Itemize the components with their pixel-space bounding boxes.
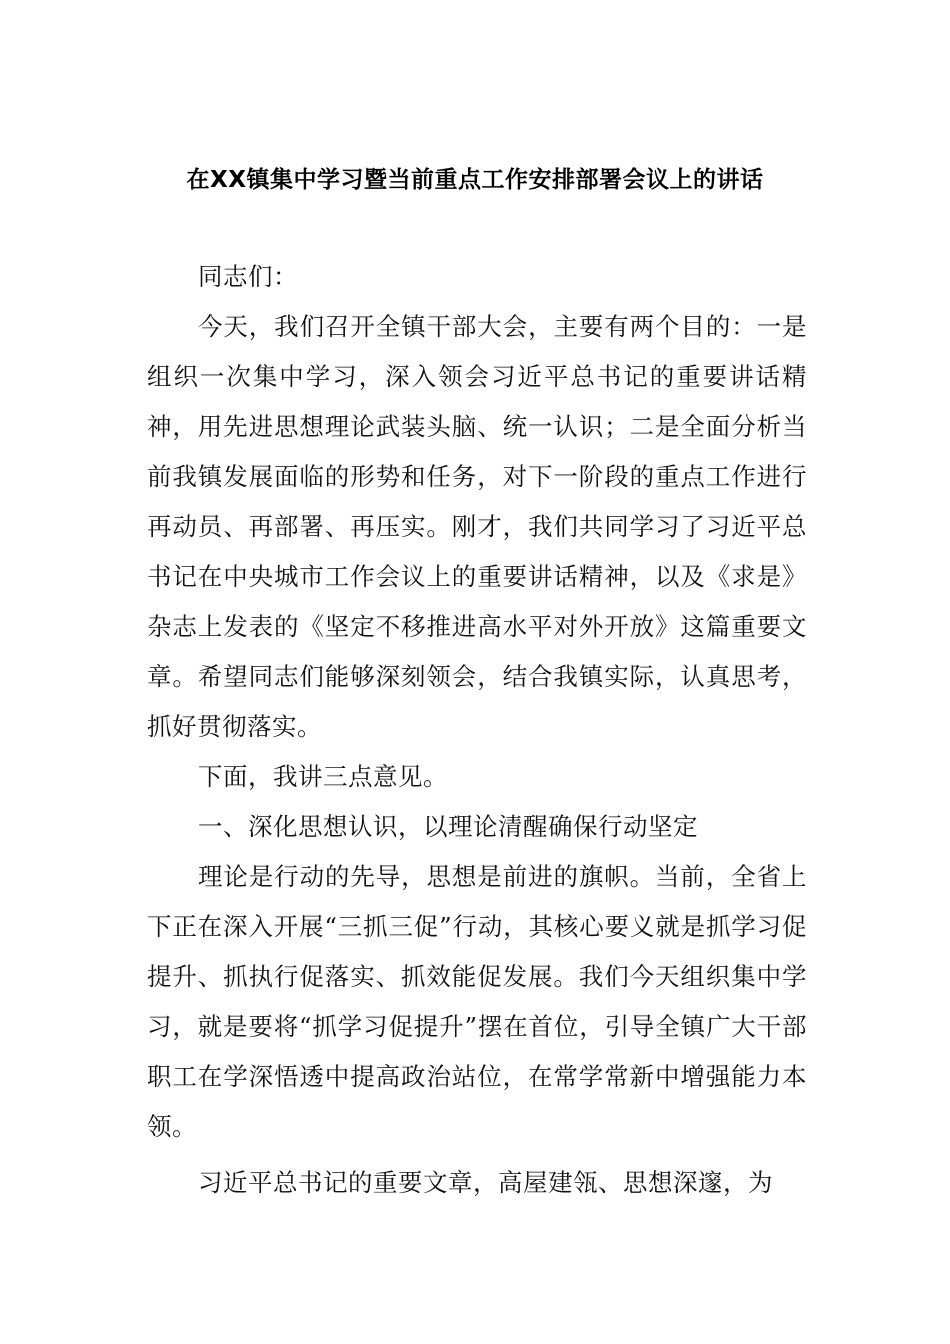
salutation-paragraph: 同志们：	[198, 262, 298, 291]
section-1-paragraph-2: 习近平总书记的重要文章，高屋建瓴、思想深邃，为	[198, 1168, 773, 1197]
intro-paragraph: 今天，我们召开全镇干部大会，主要有两个目的：一是组织一次集中学习，深入领会习近平总书记的重要讲话精神，用先进思想理论武装头脑、统一认识；二是全面分析当前我镇发展面临的形势和任务，对下一阶段的重点工作进行再动员、再部署、再压实。刚才，我们共同学习了习近平总书记在中央城市工作会议上的重要讲话精神，以及《求是》杂志上发表的《坚定不移推进高水平对外开放》这篇重要文章。希望同志们能够深刻领会，结合我镇实际，认真思考，抓好贯彻落实。	[147, 312, 807, 741]
transition-paragraph: 下面，我讲三点意见。	[198, 762, 448, 791]
section-1-paragraph-1: 理论是行动的先导，思想是前进的旗帜。当前，全省上下正在深入开展“三抓三促”行动，其核心要义就是抓学习促提升、抓执行促落实、抓效能促发展。我们今天组织集中学习，就是要将“抓学习促提升”摆在首位，引导全镇广大干部职工在学深悟透中提高政治站位，在常学常新中增强能力本领。	[147, 862, 807, 1141]
document-title: 在XX镇集中学习暨当前重点工作安排部署会议上的讲话	[186, 167, 764, 193]
document-body	[147, 252, 807, 1208]
section-heading-1: 一、深化思想认识，以理论清醒确保行动坚定	[198, 812, 698, 841]
